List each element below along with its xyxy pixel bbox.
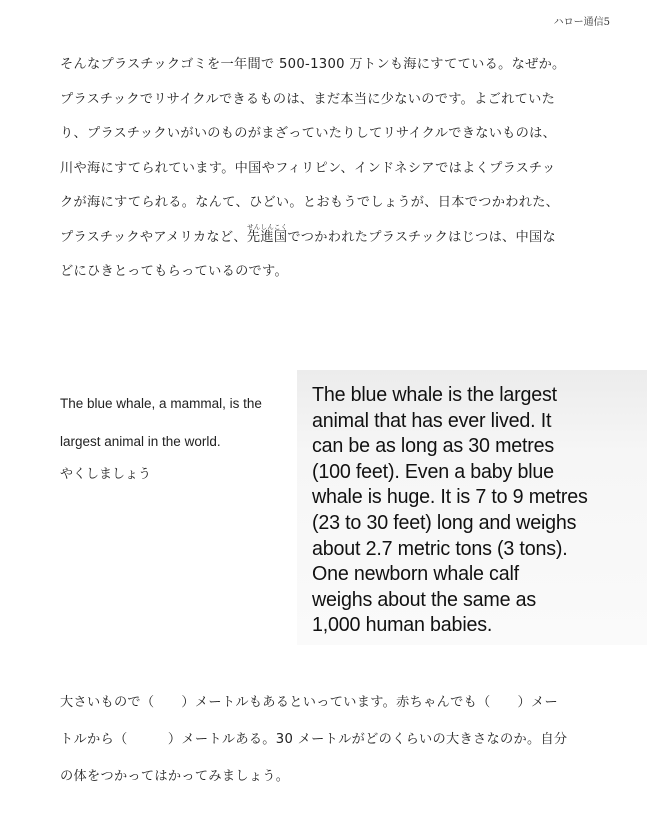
- ruby-word: [246, 222, 288, 245]
- ruby-base: 先進国: [246, 229, 288, 245]
- exercise-line: 大さいもので（ ）メートルもあるといっています。赤ちゃんでも（ ）メー: [60, 695, 558, 710]
- intro-line: どにひきとってもらっているのです。: [60, 264, 288, 279]
- translate-prompt: やくしましょう: [60, 467, 152, 482]
- passage-line: (23 to 30 feet) long and weighs: [312, 510, 577, 534]
- intro-line-part: でつかわれたプラスチックはじつは、中国な: [287, 229, 557, 245]
- intro-line: クが海にすてられる。なんて、ひどい。とおもうでしょうが、日本でつかわれた、: [60, 195, 560, 210]
- intro-line-part: プラスチックやアメリカなど、: [60, 229, 247, 245]
- intro-line: り、プラスチックいがいのものがまざっていたりしてリサイクルできないものは、: [60, 126, 557, 141]
- note-line: The blue whale, a mammal, is the: [60, 396, 262, 411]
- passage-line: One newborn whale calf: [312, 562, 519, 586]
- intro-line: プラスチックでリサイクルできるものは、まだ本当に少ないのです。よごれていた: [60, 91, 556, 107]
- note-line: largest animal in the world.: [60, 434, 221, 449]
- passage-line: animal that has ever lived. It: [312, 408, 552, 432]
- passage-line: about 2.7 metric tons (3 tons).: [312, 536, 568, 560]
- whale-passage-text: [312, 382, 629, 638]
- exercise-line: トルから（ ）メートルある。30 メートルがどのくらいの大きさなのか。自分: [60, 732, 568, 747]
- ruby-reading: せんしんこく: [246, 222, 288, 231]
- passage-line: The blue whale is the largest: [312, 383, 557, 406]
- intro-line: そんなプラスチックゴミを一年間で 500-1300 万トンも海にすてている。なぜか。: [60, 57, 566, 72]
- intro-line-with-ruby: [60, 221, 620, 256]
- left-note: [60, 385, 290, 485]
- intro-paragraph: [60, 48, 620, 290]
- whale-passage-image: [297, 370, 647, 645]
- passage-line: weighs about the same as: [312, 587, 537, 611]
- passage-line: 1,000 human babies.: [312, 613, 493, 637]
- passage-line: (100 feet). Even a baby blue: [312, 459, 554, 483]
- passage-line: whale is huge. It is 7 to 9 metres: [312, 485, 588, 509]
- passage-line: can be as long as 30 metres: [312, 434, 555, 458]
- exercise-line: の体をつかってはかってみましょう。: [60, 769, 290, 784]
- exercise-paragraph: [60, 684, 620, 795]
- intro-line: 川や海にすてられています。中国やフィリピン、インドネシアではよくプラスチッ: [60, 160, 556, 176]
- page-header: ハロー通信5: [553, 17, 610, 28]
